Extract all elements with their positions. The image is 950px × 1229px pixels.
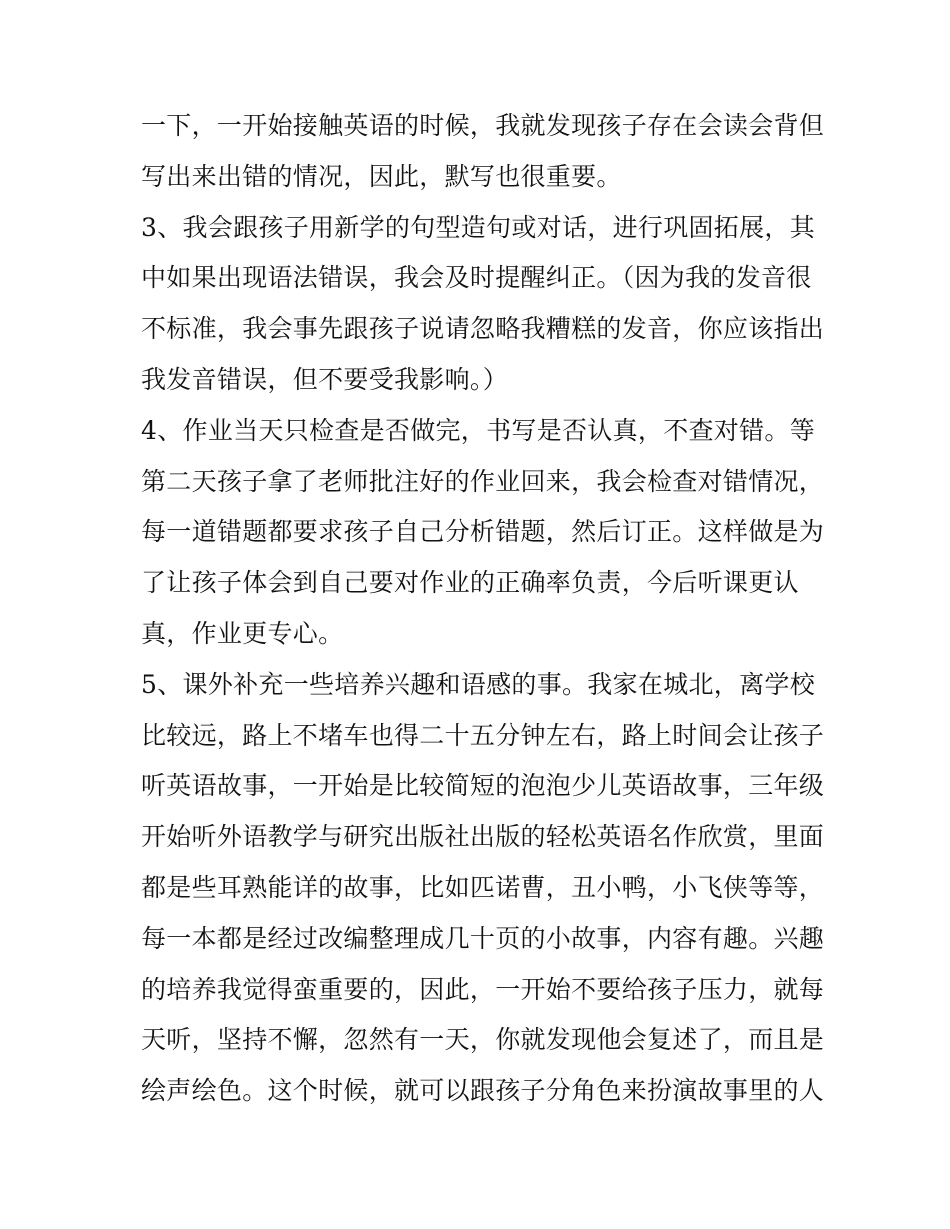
text-line-17: 每一本都是经过改编整理成几十页的小故事，内容有趣。兴趣 xyxy=(141,923,825,953)
text-line-7: 4、作业当天只检查是否做完，书写是否认真，不查对错。等 xyxy=(141,415,816,445)
text-line-5: 不标准，我会事先跟孩子说请忽略我糟糕的发音，你应该指出 xyxy=(141,314,825,344)
text-line-2: 写出来出错的情况，因此，默写也很重要。 xyxy=(141,161,622,191)
text-line-6: 我发音错误，但不要受我影响。） xyxy=(141,364,509,394)
text-line-9: 每一道错题都要求孩子自己分析错题，然后订正。这样做是为 xyxy=(141,517,825,547)
text-line-4: 中如果出现语法错误，我会及时提醒纠正。（因为我的发音很 xyxy=(141,263,812,293)
text-line-15: 开始听外语教学与研究出版社出版的轻松英语名作欣赏，里面 xyxy=(141,822,825,852)
text-line-12: 5、课外补充一些培养兴趣和语感的事。我家在城北，离学校 xyxy=(141,669,816,699)
text-line-11: 真，作业更专心。 xyxy=(141,618,344,648)
document-body xyxy=(141,101,825,1117)
text-line-1: 一下，一开始接触英语的时候，我就发现孩子存在会读会背但 xyxy=(141,111,825,140)
text-line-20: 绘声绘色。这个时候，就可以跟孩子分角色来扮演故事里的人 xyxy=(141,1076,825,1106)
text-line-8: 第二天孩子拿了老师批注好的作业回来，我会检查对错情况， xyxy=(141,466,825,496)
text-line-19: 天听，坚持不懈，忽然有一天，你就发现他会复述了，而且是 xyxy=(141,1025,825,1055)
text-line-16: 都是些耳熟能详的故事，比如匹诺曹，丑小鸭，小飞侠等等， xyxy=(141,872,825,902)
text-line-18: 的培养我觉得蛮重要的，因此，一开始不要给孩子压力，就每 xyxy=(141,974,825,1004)
text-line-3: 3、我会跟孩子用新学的句型造句或对话，进行巩固拓展，其 xyxy=(141,212,816,242)
text-line-13: 比较远，路上不堵车也得二十五分钟左右，路上时间会让孩子 xyxy=(141,720,825,750)
text-line-10: 了让孩子体会到自己要对作业的正确率负责，今后听课更认 xyxy=(141,568,799,598)
text-line-14: 听英语故事，一开始是比较简短的泡泡少儿英语故事，三年级 xyxy=(141,771,825,801)
